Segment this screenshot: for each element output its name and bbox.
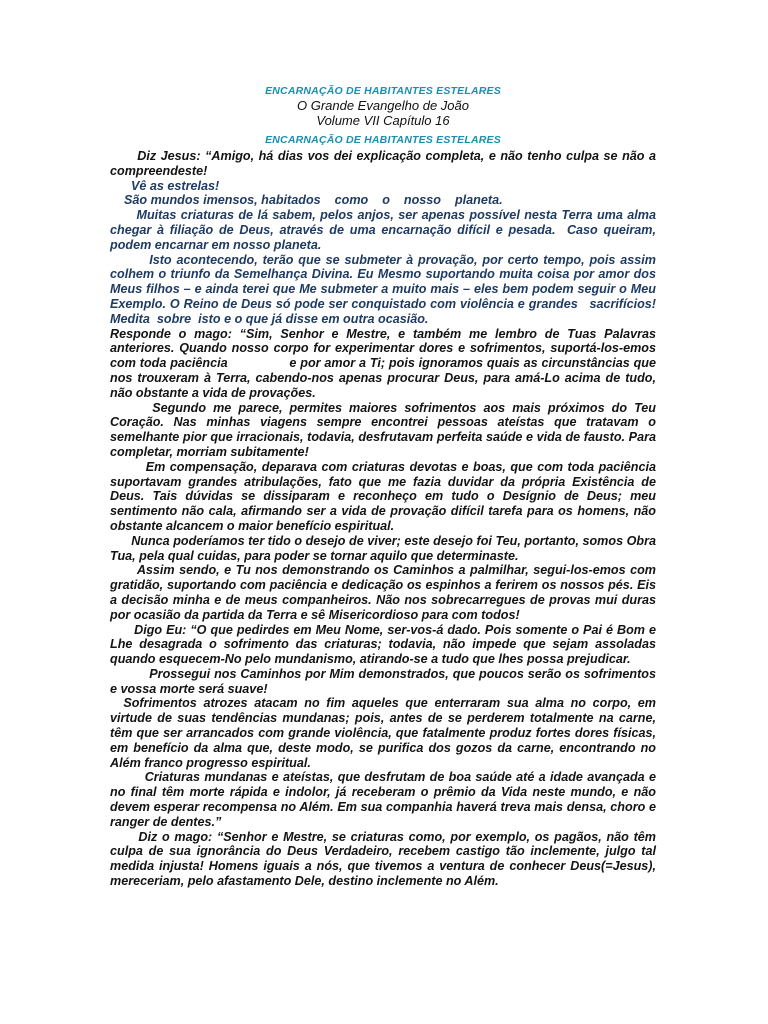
volume-chapter-line: Volume VII Capítulo 16	[316, 113, 450, 128]
paragraph: Diz o mago: “Senhor e Mestre, se criaturas como, por exemplo, os pagãos, não têm culpa de sua ignorância do Deus Verdadeiro, recebem castigo tão inclemente, julgo tal medida injusta! Homens iguais a nós, que tivemos a ventura de conhecer Deus(=Jesus), mereceriam, pelo afastamento Dele, destino inclemente no Além.	[110, 829, 660, 889]
paragraph: São mundos imensos, habitados como o nosso planeta.	[110, 193, 503, 208]
document-heading: ENCARNAÇÃO DE HABITANTES ESTELARES	[265, 85, 501, 97]
paragraph: Sofrimentos atrozes atacam no fim aqueles que enterraram sua alma no corpo, em virtude de suas tendências mundanas; pois, antes de se perderem totalmente na carne, têm que ser arrancados com grande violência, que fatalmente produz fortes dores físicas, em benefício da alma que, deste modo, se purifica dos gozos da carne, encontrando no Além franco progresso espiritual.	[110, 696, 660, 770]
paragraph: Diz Jesus: “Amigo, há dias vos dei explicação completa, e não tenho culpa se não a compreendeste!	[110, 149, 660, 178]
paragraph: Criaturas mundanas e ateístas, que desfrutam de boa saúde até a idade avançada e no final têm morte rápida e indolor, já receberam o prêmio da Vida neste mundo, e não devem esperar recompensa no Além. Em sua companhia haverá treva mais densa, choro e ranger de dentes.”	[110, 770, 660, 829]
paragraph: Em compensação, deparava com criaturas devotas e boas, que com toda paciência suportavam grandes atribulações, fato que me fazia duvidar da própria Existência de Deus. Tais dúvidas se dissiparam e reconheço em tudo o Desígnio de Deus; meu sentimento não cala, afirmando ser a vida de provação difícil tarefa para os homens, não obstante alcancem o maior benefício espiritual.	[110, 459, 660, 533]
paragraph: Segundo me parece, permites maiores sofrimentos aos mais próximos do Teu Coração. Nas minhas viagens sempre encontrei pessoas ateístas que tratavam o semelhante pior que irracionais, todavia, desfrutavam perfeita saúde e vida de fausto. Para completar, morriam subitamente!	[110, 400, 660, 459]
paragraph: Isto acontecendo, terão que se submeter à provação, por certo tempo, pois assim colhem o triunfo da Semelhança Divina. Eu Mesmo suportando muita coisa por amor dos Meus filhos – e ainda terei que Me submeter a muito mais – eles bem podem seguir o Meu Exemplo. O Reino de Deus só pode ser conquistado com violência e grandes sacrifícios! Medita sobre isto e o que já disse em outra ocasião.	[110, 252, 688, 326]
paragraph: Prossegui nos Caminhos por Mim demonstrados, que poucos serão os sofrimentos e vossa morte será suave!	[110, 666, 660, 696]
book-title: O Grande Evangelho de João	[296, 98, 469, 113]
paragraph: Assim sendo, e Tu nos demonstrando os Caminhos a palmilhar, segui-los-emos com gratidão, suportando com paciência e dedicação os espinhos a ferirem os nossos pés. Eis a decisão minha e de meus companheiros. Não nos sobrecarregues de provas mui duras por ocasião da partida da Terra e sê Misericordioso para com todos!	[110, 563, 660, 622]
document-page	[110, 84, 688, 889]
document-heading-repeat: ENCARNAÇÃO DE HABITANTES ESTELARES	[265, 134, 501, 146]
paragraph: Nunca poderíamos ter tido o desejo de viver; este desejo foi Teu, portanto, somos Obra Tua, pela qual cuidas, para poder se tornar aquilo que determinaste.	[110, 533, 660, 563]
paragraph: Digo Eu: “O que pedirdes em Meu Nome, ser-vos-á dado. Pois somente o Pai é Bom e Lhe desagrada o sofrimento das criaturas; todavia, não impede que sejam assoladas quando esquecem-No pelo mundanismo, atirando-se a tudo que lhes possa prejudicar.	[110, 622, 660, 667]
document-body	[110, 149, 688, 889]
paragraph: Vê as estrelas!	[110, 178, 220, 193]
paragraph: Responde o mago: “Sim, Senhor e Mestre, e também me lembro de Tuas Palavras anteriores. Quando nosso corpo for experimentar dores e sofrimentos, suportá-los-emos com toda paciência e por amor a Ti; pois ignoramos quais as circunstâncias que nos trouxeram à Terra, cabendo-nos apenas procurar Deus, para amá-Lo acima de tudo, não obstante a vida de provações.	[110, 326, 660, 400]
paragraph: Muitas criaturas de lá sabem, pelos anjos, ser apenas possível nesta Terra uma alma chegar à filiação de Deus, através de uma encarnação difícil e pesada. Caso queiram, podem encarnar em nosso planeta.	[110, 208, 660, 252]
